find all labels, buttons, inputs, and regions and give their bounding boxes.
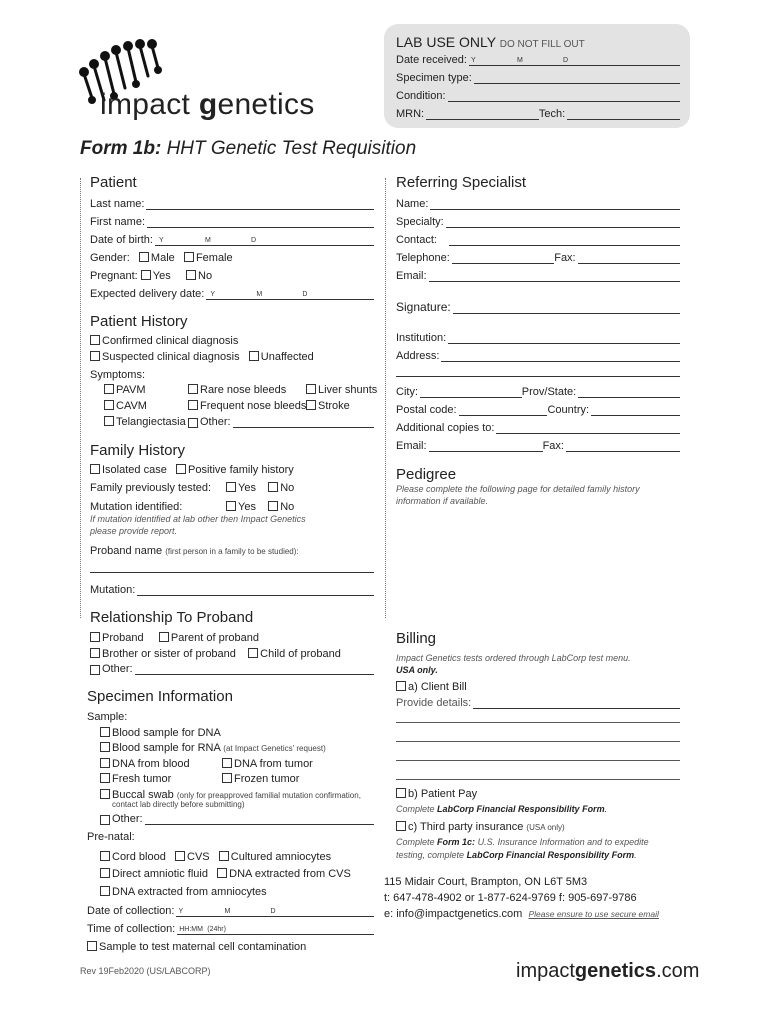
gender-row: Gender: Male Female: [90, 252, 233, 264]
provide-details-field[interactable]: Provide details:: [396, 697, 680, 709]
details-line-1[interactable]: [396, 722, 680, 723]
postal-country-field[interactable]: Postal code: Country:: [396, 404, 680, 416]
positive-family-checkbox[interactable]: [176, 464, 186, 474]
prev-tested-row: Family previously tested:: [90, 482, 212, 494]
suspected-checkbox[interactable]: [90, 351, 100, 361]
mid-rule: [385, 178, 386, 618]
institution-field[interactable]: Institution:: [396, 332, 680, 344]
signature-field[interactable]: Signature:: [396, 300, 680, 314]
contact-field[interactable]: Contact:: [396, 234, 680, 246]
rare-nose-checkbox[interactable]: [188, 384, 198, 394]
freq-nose-checkbox[interactable]: [188, 400, 198, 410]
lab-condition[interactable]: Condition:: [396, 90, 680, 102]
lab-date-received[interactable]: Date received: Y M D: [396, 54, 680, 66]
pavm-checkbox[interactable]: [104, 384, 114, 394]
logo-impact: impact: [100, 88, 191, 121]
details-line-2[interactable]: [396, 741, 680, 742]
female-checkbox[interactable]: [184, 252, 194, 262]
patient-history-heading: Patient History: [90, 313, 188, 330]
specimen-other-field[interactable]: Other:: [100, 813, 374, 825]
first-name-field[interactable]: First name:: [90, 216, 374, 228]
telephone-fax-field[interactable]: Telephone: Fax:: [396, 252, 680, 264]
referring-heading: Referring Specialist: [396, 174, 527, 191]
pregnant-yes-checkbox[interactable]: [141, 270, 151, 280]
cultured-checkbox[interactable]: [219, 851, 229, 861]
date-collection-field[interactable]: Date of collection: Y M D: [87, 905, 374, 917]
address-phone: t: 647-478-4902 or 1-877-624-9769 f: 905-697-9786: [384, 892, 637, 904]
pedigree-heading: Pedigree: [396, 466, 457, 483]
unaffected-checkbox[interactable]: [249, 351, 259, 361]
pregnant-no-checkbox[interactable]: [186, 270, 196, 280]
stroke-checkbox[interactable]: [306, 400, 316, 410]
confirmed-row: Confirmed clinical diagnosis: [90, 335, 238, 347]
left-rule: [80, 178, 81, 618]
details-line-3[interactable]: [396, 760, 680, 761]
address-line-2[interactable]: [396, 376, 680, 377]
relationship-other-field[interactable]: Other:: [90, 663, 374, 675]
ref-name-field[interactable]: Name:: [396, 198, 680, 210]
symptoms-label: Symptoms:: [90, 369, 146, 381]
blood-dna-checkbox[interactable]: [100, 727, 110, 737]
child-checkbox[interactable]: [248, 648, 258, 658]
proband-name-line[interactable]: [90, 572, 374, 573]
mutation-no-checkbox[interactable]: [268, 501, 278, 511]
relationship-heading: Relationship To Proband: [90, 609, 254, 626]
dob-field[interactable]: Date of birth: Y M D: [90, 234, 374, 246]
buccal-checkbox[interactable]: [100, 789, 110, 799]
details-line-4[interactable]: [396, 779, 680, 780]
lab-note: DO NOT FILL OUT: [499, 39, 585, 50]
mutation-field[interactable]: Mutation:: [90, 584, 374, 596]
dna-amnio-checkbox[interactable]: [100, 886, 110, 896]
patient-pay-checkbox[interactable]: [396, 788, 406, 798]
prev-tested-no-checkbox[interactable]: [268, 482, 278, 492]
billing-heading: Billing: [396, 630, 437, 647]
proband-checkbox[interactable]: [90, 632, 100, 642]
blood-rna-checkbox[interactable]: [100, 742, 110, 752]
maternal-checkbox[interactable]: [87, 941, 97, 951]
revision-label: Rev 19Feb2020 (US/LABCORP): [80, 966, 211, 976]
address-field[interactable]: Address:: [396, 350, 680, 362]
cord-blood-checkbox[interactable]: [100, 851, 110, 861]
specimen-heading: Specimen Information: [87, 688, 233, 705]
liver-checkbox[interactable]: [306, 384, 316, 394]
copies-email-fax-field[interactable]: Email: Fax:: [396, 440, 680, 452]
family-history-heading: Family History: [90, 442, 186, 459]
ref-email-field[interactable]: Email:: [396, 270, 680, 282]
client-bill-checkbox[interactable]: [396, 681, 406, 691]
male-checkbox[interactable]: [139, 252, 149, 262]
telang-checkbox[interactable]: [104, 416, 114, 426]
cavm-checkbox[interactable]: [104, 400, 114, 410]
proband-name-label: Proband name (first person in a family to be studied):: [90, 545, 299, 557]
email-link[interactable]: e: info@impactgenetics.com: [384, 908, 523, 920]
cvs-checkbox[interactable]: [175, 851, 185, 861]
dna-cvs-checkbox[interactable]: [217, 868, 227, 878]
suspected-row: Suspected clinical diagnosis Unaffected: [90, 351, 314, 363]
form-title: Form 1b: HHT Genetic Test Requisition: [80, 138, 417, 159]
direct-amniotic-checkbox[interactable]: [100, 868, 110, 878]
fresh-tumor-checkbox[interactable]: [100, 773, 110, 783]
time-collection-field[interactable]: Time of collection: HH:MM (24hr): [87, 923, 374, 935]
lab-specimen-type[interactable]: Specimen type:: [396, 72, 680, 84]
specialty-field[interactable]: Specialty:: [396, 216, 680, 228]
dna-blood-checkbox[interactable]: [100, 758, 110, 768]
frozen-tumor-checkbox[interactable]: [222, 773, 232, 783]
expected-delivery-field[interactable]: Expected delivery date: Y M D: [90, 288, 374, 300]
website-link[interactable]: impactgenetics.com: [516, 960, 700, 982]
city-prov-field[interactable]: City: Prov/State:: [396, 386, 680, 398]
lab-use-box: [384, 24, 690, 128]
logo: [78, 38, 368, 128]
copies-field[interactable]: Additional copies to:: [396, 422, 680, 434]
lab-title: LAB USE ONLY: [396, 34, 496, 50]
logo-g: g: [198, 88, 218, 121]
address-line-1: 115 Midair Court, Brampton, ON L6T 5M3: [384, 876, 588, 888]
lab-mrn-tech[interactable]: MRN: Tech:: [396, 108, 680, 120]
last-name-field[interactable]: Last name:: [90, 198, 374, 210]
isolated-checkbox[interactable]: [90, 464, 100, 474]
dna-tumor-checkbox[interactable]: [222, 758, 232, 768]
prev-tested-yes-checkbox[interactable]: [226, 482, 236, 492]
mutation-yes-checkbox[interactable]: [226, 501, 236, 511]
parent-checkbox[interactable]: [159, 632, 169, 642]
third-party-checkbox[interactable]: [396, 821, 406, 831]
patient-heading: Patient: [90, 174, 137, 191]
symptom-other-field[interactable]: Other:: [188, 416, 374, 428]
sibling-checkbox[interactable]: [90, 648, 100, 658]
confirmed-checkbox[interactable]: [90, 335, 100, 345]
address-email: e: info@impactgenetics.com Please ensure to use secure email: [384, 908, 659, 920]
pregnant-row: Pregnant: Yes No: [90, 270, 213, 282]
logo-enetics: enetics: [217, 88, 315, 121]
